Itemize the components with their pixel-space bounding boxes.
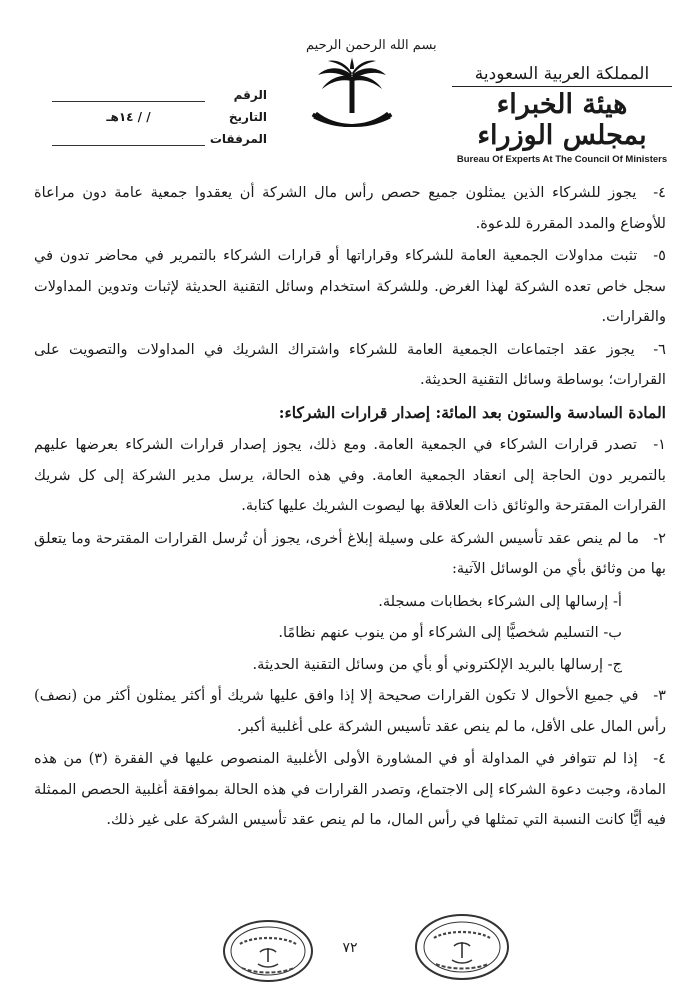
paragraph-4 [34, 178, 666, 239]
reference-fields [52, 80, 267, 146]
org-name-arabic-line2: هيئة الخبراء بمجلس الوزراء [477, 89, 647, 151]
clause-text: في جميع الأحوال لا تكون القرارات صحيحة إلا إذا وافق عليها شريك أو أكثر يمثلون أكثر من (نصف) رأس المال على الأقل، ما لم ينص عقد تأسيس الشركة على أغلبية أكبر. [34, 687, 666, 735]
clause-text: تصدر قرارات الشركاء في الجمعية العامة. ومع ذلك، يجوز إصدار قرارات الشركاء بعرضها عليهم بالتمرير دون الحاجة إلى انعقاد الجمعية العامة. وفي هذه الحالة، يرسل مدير الشركة إلى كل شريك القرارات المقترحة والوثائق ذات العلاقة بها ليصوت الشريك عليها كتابة. [34, 436, 666, 514]
date-value: / / ١٤هـ [106, 110, 151, 124]
clause-number: ٣- [653, 687, 667, 704]
date-label: التاريخ [228, 110, 267, 124]
date-row [52, 102, 267, 124]
palm-and-swords-icon [306, 55, 398, 137]
org-name-english: Bureau Of Experts At The Council Of Ministers [456, 154, 668, 165]
attachments-row [52, 124, 267, 146]
article-clause-1 [34, 430, 666, 522]
article-clause-2 [34, 524, 666, 585]
ref-number-row [52, 80, 267, 102]
org-name-arabic-line1: المملكة العربية السعودية [452, 64, 672, 87]
paragraph-number: ٤- [653, 184, 666, 201]
paragraph-6 [34, 335, 666, 396]
ref-number-value [52, 87, 205, 102]
attachments-label: المرفقات [209, 132, 267, 146]
page-footer [0, 910, 700, 1000]
page-number: ٧٢ [342, 940, 358, 956]
letterhead [0, 0, 700, 170]
clause-2-item-b: ب- التسليم شخصيًّا إلى الشركاء أو من ينوب عنهم نظامًا. [278, 624, 622, 641]
clause-2-item-c: ج- إرسالها بالبريد الإلكتروني أو بأي من وسائل التقنية الحديثة. [252, 655, 622, 673]
clause-text: ما لم ينص عقد تأسيس الشركة على وسيلة إبلاغ أخرى، يجوز أن تُرسل القرارات المقترحة وما يتعلق بها من وثائق بأي من الوسائل الآتية: [34, 529, 666, 577]
article-clause-4 [34, 744, 666, 836]
paragraph-text: يجوز عقد اجتماعات الجمعية العامة للشركاء واشتراك الشريك في المداولات والتصويت على القرارات؛ بوساطة وسائل التقنية الحديثة. [34, 340, 666, 388]
clause-number: ٤- [653, 750, 666, 767]
organization-name-block [452, 64, 672, 165]
official-seal-stamp-left [222, 918, 314, 984]
article-clause-3 [34, 681, 666, 742]
paragraph-text: يجوز للشركاء الذين يمثلون جميع حصص رأس مال الشركة أن يعقدوا جمعية عامة دون مراعاة للأوضاع والمدد المقررة للدعوة. [34, 184, 666, 232]
paragraph-5 [34, 241, 666, 333]
clause-2-item-a: أ- إرسالها إلى الشركاء بخطابات مسجلة. [378, 592, 622, 610]
clause-text: إذا لم تتوافر في المداولة أو في المشاورة الأولى الأغلبية المنصوص عليها في الفقرة (٣) من هذه المادة، وجبت دعوة الشركاء إلى الاجتماع، وتصدر القرارات في هذه الحالة بموافقة أغلبية الحصص الممثلة فيه أيًّا كانت النسبة التي تمثلها في رأس المال، ما لم ينص عقد تأسيس الشركة على غير ذلك. [34, 750, 666, 828]
clause-number: ١- [653, 436, 666, 453]
paragraph-number: ٦- [653, 340, 666, 358]
paragraph-number: ٥- [653, 247, 667, 264]
basmala: بسم الله الرحمن الرحيم [306, 38, 437, 53]
article-heading: المادة السادسة والستون بعد المائة: إصدار قرارات الشركاء: [278, 402, 666, 422]
attachments-value [52, 131, 205, 146]
paragraph-text: تثبت مداولات الجمعية العامة للشركاء وقراراتها أو قرارات الشركاء بالتمرير في محاضر تدون في سجل خاص تعده الشركة لهذا الغرض. وللشركة استخدام وسائل التقنية الحديثة لإثبات وتدوين المداولات والقرارات. [34, 247, 666, 325]
clause-number: ٢- [653, 529, 667, 547]
ref-number-label: الرقم [233, 88, 267, 102]
official-seal-stamp-right [414, 912, 510, 982]
emblem-block [306, 38, 437, 141]
document-body [34, 178, 666, 838]
